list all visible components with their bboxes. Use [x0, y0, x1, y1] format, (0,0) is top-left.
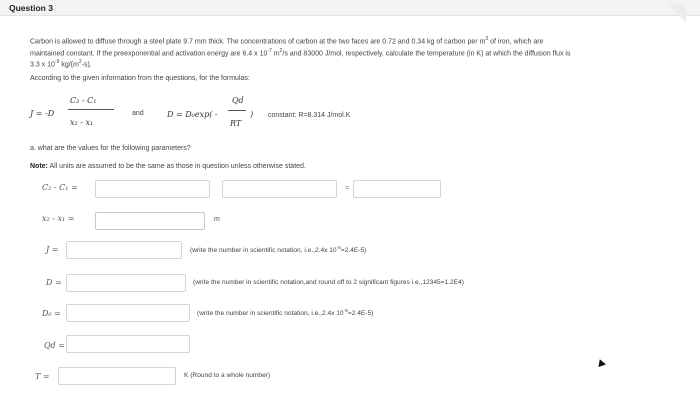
preexponential-hint: (write the number in scientific notation, i.e.,2.4x $10^{-5}=2.4E-5$) — [197, 309, 374, 318]
diffusivity-input[interactable] — [66, 274, 186, 292]
concentration-diff-input-2[interactable] — [222, 180, 337, 198]
diffusivity-formula-denominator: RT — [230, 119, 242, 128]
preexponential-label: D₀ = — [42, 309, 61, 318]
flag-corner-icon[interactable] — [624, 4, 686, 28]
diffusivity-label: D = — [46, 278, 62, 287]
problem-statement: Carbon is allowed to diffuse through a steel plate 9.7 mm thick. The concentrations of carbon at the two faces are 0.72 and 0.34 kg of carbon per $m^3$ of iron, which are maintained constant. If the preexponential and activation energy are 6.4 x $10^{-7}$ $m^2/s$ and 83000 J/mol, respectively, calculate the temperature (in K) at which the diffusion flux is 3.3 x $10^{-9}$ $kg/(m^2-s)$. — [30, 36, 571, 69]
concentration-diff-label: C₂ - C₁ = — [42, 183, 78, 192]
preexponential-input[interactable] — [66, 304, 190, 322]
question-header — [0, 0, 700, 16]
activation-energy-label: Qd = — [44, 341, 65, 350]
diffusivity-formula-lhs: D = D₀exp( - — [167, 110, 218, 119]
diffusivity-formula-close: ) — [250, 110, 254, 119]
diffusivity-hint: (write the number in scientific notation,and round off to 2 significant figures i.e.,12345=1.2E4) — [193, 279, 464, 286]
distance-diff-label: x₂ - x₁ = — [42, 214, 75, 223]
diffusivity-formula-numerator: Qd — [232, 96, 244, 105]
according-text: According to the given information from the questions, for the formulas: — [30, 75, 250, 82]
flux-formula-denominator: x₂ - x₁ — [70, 118, 94, 127]
flux-hint: (write the number in scientific notation, i.e.,2.4x $10^{-5}=2.4E-5$) — [190, 246, 367, 255]
question-title: Question 3 — [9, 3, 53, 13]
flux-fraction-bar — [68, 109, 114, 110]
and-text: and — [132, 110, 144, 117]
flux-formula-lhs: J = -D — [30, 109, 55, 118]
equals-sign: = — [345, 185, 350, 192]
distance-diff-input[interactable] — [95, 212, 205, 230]
flux-input[interactable] — [66, 241, 182, 259]
diffusivity-fraction-bar — [228, 110, 246, 111]
flux-label: J = — [46, 245, 59, 254]
temperature-hint: K (Round to a whole number) — [184, 372, 271, 379]
temperature-input[interactable] — [58, 367, 176, 385]
concentration-diff-result-input[interactable] — [353, 180, 441, 198]
constant-text: constant: R=8.314 J/mol.K — [268, 112, 351, 119]
distance-unit: m — [214, 216, 220, 223]
activation-energy-input[interactable] — [66, 335, 190, 353]
temperature-label: T = — [35, 372, 50, 381]
flux-formula-numerator: C₂ - C₁ — [70, 96, 97, 105]
part-a-question: a. what are the values for the following parameters? — [30, 145, 191, 152]
concentration-diff-input-1[interactable] — [95, 180, 210, 198]
note-text: Note: All units are assumed to be the same as those in question unless otherwise stated. — [30, 163, 306, 170]
mouse-cursor-icon — [596, 358, 606, 367]
